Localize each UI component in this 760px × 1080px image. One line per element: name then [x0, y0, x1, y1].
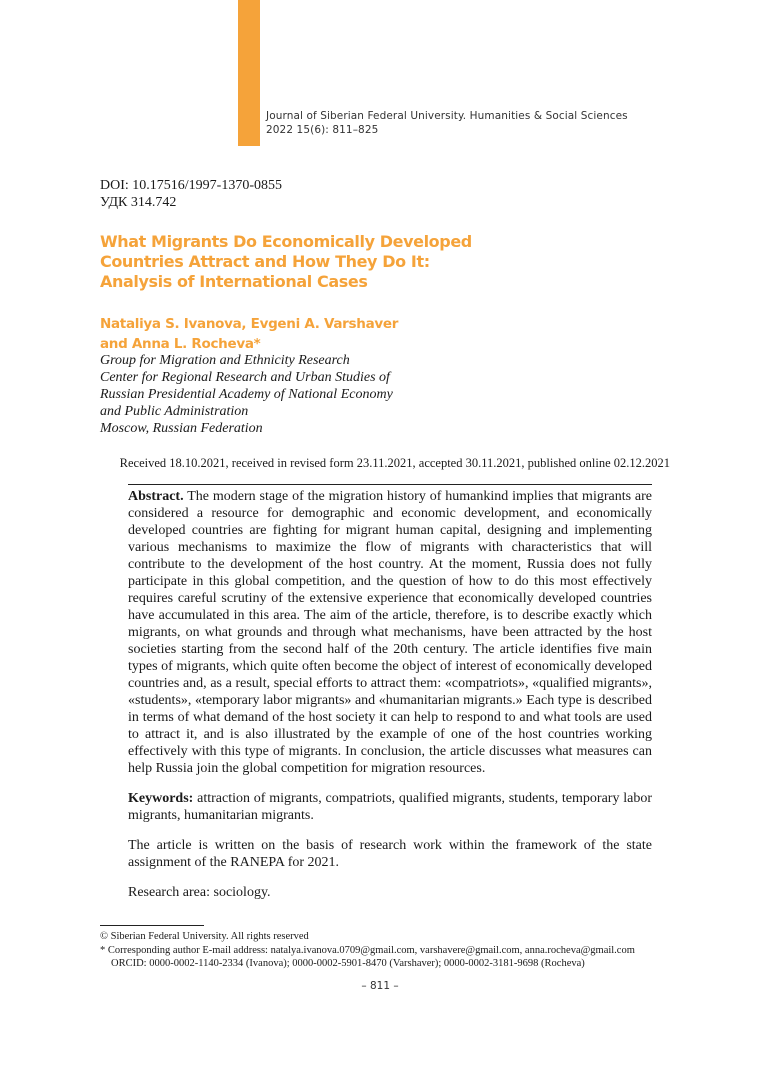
affiliation-line: Group for Migration and Ethnicity Research: [100, 353, 350, 368]
article-identifiers: [100, 177, 282, 211]
abstract-label: Abstract.: [128, 489, 184, 504]
received-dates: Received 18.10.2021, received in revised form 23.11.2021, accepted 30.11.2021, published online 02.12.2021: [119, 456, 670, 470]
journal-issue: 2022 15(6): 811–825: [266, 123, 379, 136]
affiliation: [100, 352, 393, 437]
abstract-divider: [128, 484, 652, 485]
authors-line-2: and Anna L. Rocheva*: [100, 336, 261, 352]
doi: DOI: 10.17516/1997-1370-0855: [100, 178, 282, 193]
authors: [100, 314, 460, 354]
affiliation-line: Center for Regional Research and Urban Studies of: [100, 370, 390, 385]
funding-paragraph: The article is written on the basis of research work within the framework of the state assignment of the RANEPA for 2021.: [128, 838, 652, 870]
affiliation-line: Moscow, Russian Federation: [100, 421, 263, 436]
orcid-note: ORCID: 0000-0002-1140-2334 (Ivanova); 0000-0002-5901-8470 (Varshaver); 0000-0002-3181-9698 (Rocheva): [111, 958, 585, 969]
page-number: – 811 –: [361, 980, 399, 992]
copyright-note: © Siberian Federal University. All rights reserved: [100, 931, 309, 942]
journal-header: [266, 110, 628, 137]
footnote-divider: [100, 925, 204, 926]
corresponding-author-note: * Corresponding author E-mail address: natalya.ivanova.0709@gmail.com, varshavere@gmail.com, anna.rocheva@gmail.com: [100, 944, 635, 956]
journal-name: Journal of Siberian Federal University. Humanities & Social Sciences: [266, 110, 628, 122]
title-line-2: Countries Attract and How They Do It:: [100, 252, 430, 271]
authors-line-1: Nataliya S. Ivanova, Evgeni A. Varshaver: [100, 316, 399, 332]
abstract-text: The modern stage of the migration history of humankind implies that migrants are considered a resource for demographic and economic development, and economically developed countries are fighting for migrant human capital, designing and implementing various mechanisms to maximize the flow of migrants with characteristics that will contribute to the development of the host country. At the moment, Russia does not fully participate in this global competition, and the question of how to do this most effectively requires careful scrutiny of the extensive experience that economically developed countries have accumulated in this area. The aim of the article, therefore, is to describe exactly which migrants, on what grounds and through what mechanisms, have been attracted by the host societies starting from the second half of the 20th century. The article identifies five main types of migrants, which quite often become the object of interest of economically developed countries and, as a result, special efforts to attract them: «compatriots», «qualified migrants», «students», «temporary labor migrants» and «humanitarian migrants.» Each type is described in terms of what demand of the host society it can help to respond to and what tools are used to attract it, and is also illustrated by the example of one of the host countries working effectively with this type of migrants. In conclusion, the article discusses what measures can help Russia join the global competition for migration resources.: [128, 489, 653, 776]
keywords-text: attraction of migrants, compatriots, qualified migrants, students, temporary labor migrants, humanitarian migrants.: [128, 791, 652, 823]
keywords-label: Keywords:: [128, 791, 194, 806]
udk: УДК 314.742: [100, 195, 177, 210]
keywords-paragraph: [128, 790, 652, 824]
affiliation-line: and Public Administration: [100, 404, 249, 419]
title-line-3: Analysis of International Cases: [100, 272, 368, 291]
abstract-section: [128, 488, 652, 914]
footnotes: [100, 930, 700, 971]
research-area: Research area: sociology.: [128, 885, 271, 900]
journal-accent-bar: [238, 0, 260, 146]
article-title: [100, 232, 520, 292]
abstract-paragraph: [128, 488, 652, 777]
affiliation-line: Russian Presidential Academy of National Economy: [100, 387, 393, 402]
title-line-1: What Migrants Do Economically Developed: [100, 232, 472, 251]
